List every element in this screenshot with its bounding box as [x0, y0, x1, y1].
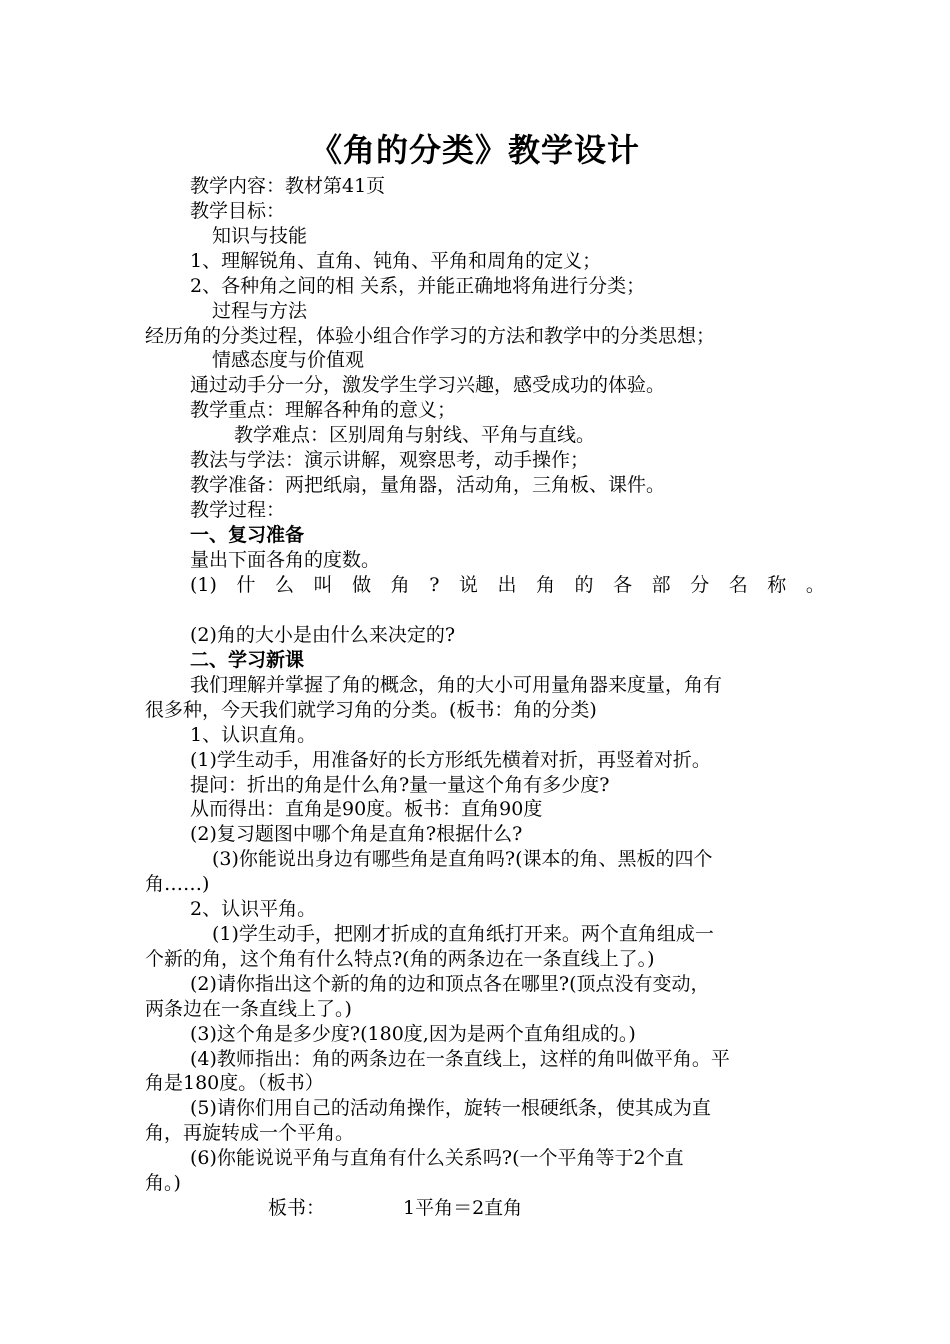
board-formula: 1平角＝2直角	[403, 1197, 523, 1219]
text-line: 经历角的分类过程，体验小组合作学习的方法和教学中的分类思想；	[145, 325, 716, 347]
question-line	[190, 573, 825, 597]
text-line: (4)教师指出：角的两条边在一条直线上，这样的角叫做平角。平	[190, 1048, 730, 1070]
text-line: 1、理解锐角、直角、钝角、平角和周角的定义；	[190, 250, 602, 272]
text-line: 知识与技能	[212, 225, 308, 247]
question-char: 称	[767, 574, 787, 596]
text-line: 很多种，今天我们就学习角的分类。(板书：角的分类)	[145, 699, 597, 721]
question-char: 什	[236, 574, 256, 596]
question-char: 各	[613, 574, 633, 596]
text-line: 量出下面各角的度数。	[190, 549, 381, 571]
question-char: 角	[390, 574, 410, 596]
question-char: (1)	[190, 574, 217, 596]
question-char: 叫	[313, 574, 333, 596]
text-line: (2)角的大小是由什么来决定的?	[190, 624, 456, 646]
section-heading: 一、复习准备	[190, 524, 305, 546]
text-line: (6)你能说说平角与直角有什么关系吗?(一个平角等于2个直	[190, 1147, 684, 1169]
text-line: (3)你能说出身边有哪些角是直角吗?(课本的角、黑板的四个	[212, 848, 713, 870]
question-char: 么	[275, 574, 295, 596]
text-line: 角是180度。（板书）	[145, 1072, 324, 1094]
text-line: 2、各种角之间的相 关系，并能正确地将角进行分类；	[190, 275, 646, 297]
text-line: 提问：折出的角是什么角?量一量这个角有多少度?	[190, 774, 610, 796]
question-char: 。	[805, 574, 825, 596]
section-heading: 二、学习新课	[190, 649, 305, 671]
text-line: (3)这个角是多少度?(180度,因为是两个直角组成的。)	[190, 1023, 636, 1045]
question-char: 做	[352, 574, 372, 596]
question-char: 出	[497, 574, 517, 596]
text-line: (2)请你指出这个新的角的边和顶点各在哪里?(顶点没有变动，	[190, 973, 710, 995]
text-line: 两条边在一条直线上了。)	[145, 998, 352, 1020]
text-line: 角，再旋转成一个平角。	[145, 1122, 355, 1144]
text-line: 角……)	[145, 873, 210, 895]
text-line: 教学目标：	[190, 200, 286, 222]
question-char: 的	[574, 574, 594, 596]
text-line: 个新的角，这个角有什么特点?(角的两条边在一条直线上了。)	[145, 948, 655, 970]
text-line: (1)学生动手，把刚才折成的直角纸打开来。两个直角组成一	[212, 923, 714, 945]
text-line: 1、认识直角。	[190, 724, 317, 746]
text-line: 从而得出：直角是90度。板书：直角90度	[190, 798, 543, 820]
text-line: 教学重点：理解各种角的意义；	[190, 399, 457, 421]
text-line: 教学过程：	[190, 499, 286, 521]
question-char: 分	[690, 574, 710, 596]
text-line: 过程与方法	[212, 300, 308, 322]
text-line: 角。)	[145, 1172, 181, 1194]
text-line: (1)学生动手，用准备好的长方形纸先横着对折，再竖着对折。	[190, 749, 711, 771]
text-line: 情感态度与价值观	[212, 349, 365, 371]
text-line: 教学准备：两把纸扇，量角器，活动角，三角板、课件。	[190, 474, 666, 496]
text-line: (2)复习题图中哪个角是直角?根据什么?	[190, 823, 523, 845]
text-line: 2、认识平角。	[190, 898, 317, 920]
question-char: ?	[429, 574, 440, 596]
text-line: 通过动手分一分，激发学生学习兴趣，感受成功的体验。	[190, 374, 666, 396]
text-line: 我们理解并掌握了角的概念，角的大小可用量角器来度量，角有	[190, 674, 723, 696]
question-char: 部	[651, 574, 671, 596]
text-line: 教法与学法：演示讲解，观察思考，动手操作；	[190, 449, 590, 471]
document-title: 《角的分类》教学设计	[309, 131, 640, 169]
board-label: 板书：	[268, 1197, 326, 1219]
text-line: 教学内容：教材第41页	[190, 175, 386, 197]
text-line: (5)请你们用自己的活动角操作，旋转一根硬纸条，使其成为直	[190, 1097, 711, 1119]
question-char: 名	[728, 574, 748, 596]
question-char: 角	[536, 574, 556, 596]
question-char: 说	[458, 574, 478, 596]
text-line: 教学难点：区别周角与射线、平角与直线。	[234, 424, 596, 446]
